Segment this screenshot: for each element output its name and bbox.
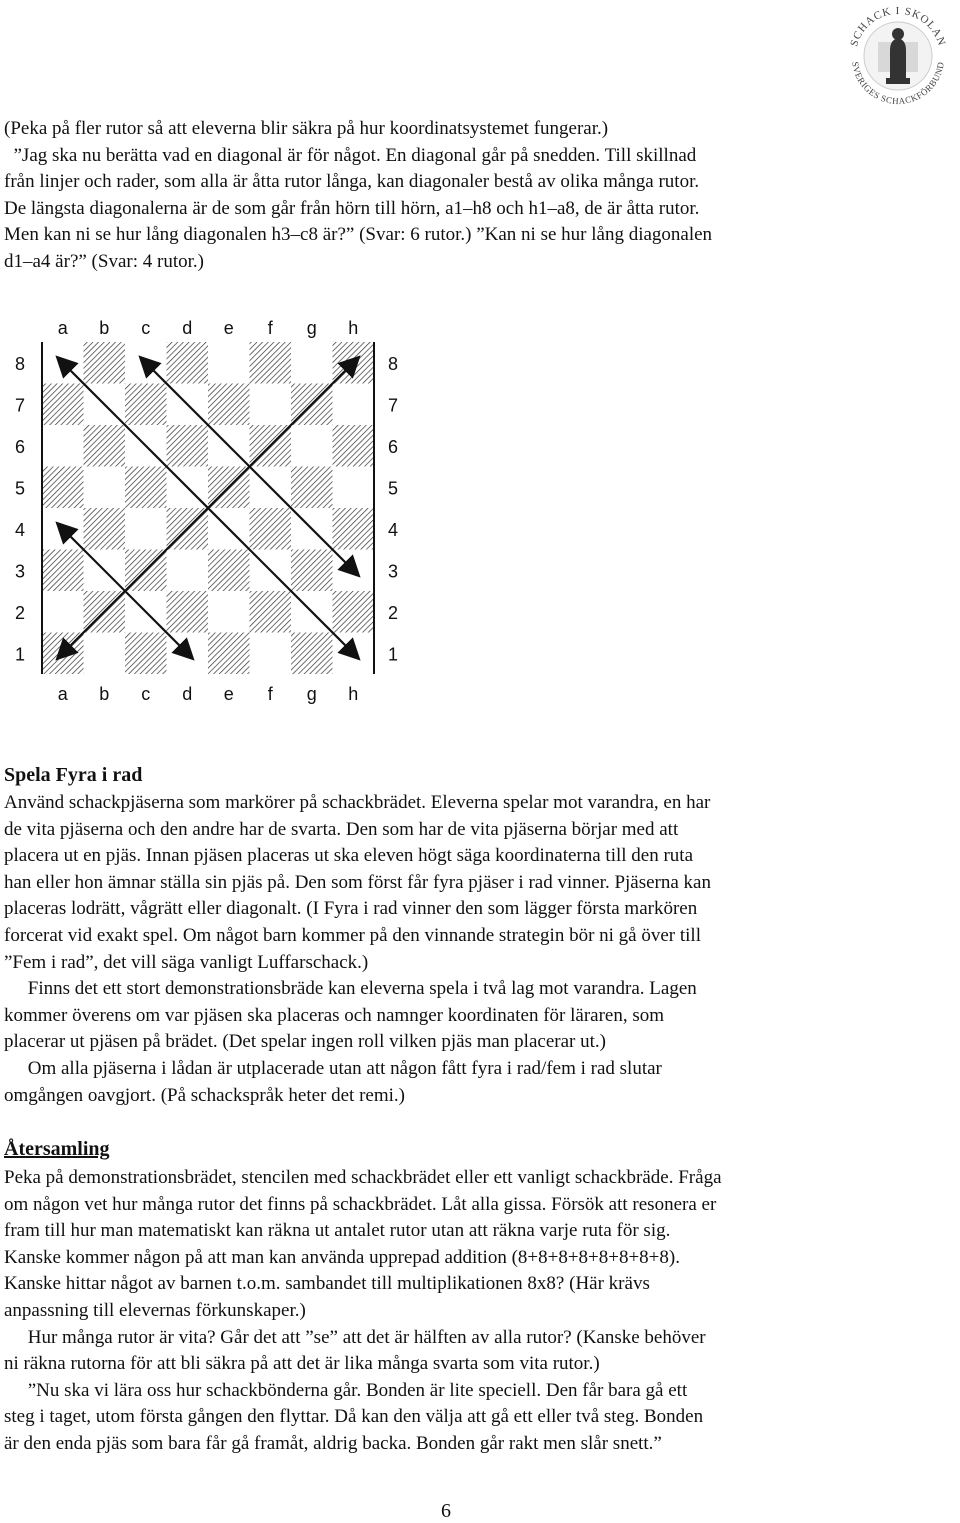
text-line: d1–a4 är?” (Svar: 4 rutor.) [4,250,204,272]
rank-label-right: 5 [388,478,399,499]
square-a6 [42,425,84,467]
square-b5 [84,467,126,509]
square-d6 [167,425,209,467]
square-g3 [291,550,333,592]
text-line: Kanske kommer någon på att man kan använda upprepad addition (8+8+8+8+8+8+8+8). [4,1246,680,1268]
rank-label-left: 8 [15,353,26,374]
file-label-top: f [267,318,273,338]
file-label-top: h [348,318,359,338]
square-g8 [291,342,333,384]
square-b6 [84,425,126,467]
rank-label-left: 1 [15,644,26,665]
section-heading-atersamling: Återsamling [4,1138,110,1160]
rank-label-right: 6 [388,436,399,457]
square-g1 [291,633,333,675]
file-label-bottom: a [57,684,68,704]
text-line: ”Fem i rad”, det vill säga vanligt Luffarschack.) [4,951,369,973]
text-line: han eller hon ämnar ställa sin pjäs på. Den som först får fyra pjäser i rad vinner. Pjäserna kan [4,871,711,893]
page-number: 6 [441,1500,451,1522]
file-label-top: e [223,318,234,338]
square-a7 [42,384,84,426]
square-h5 [333,467,375,509]
text-line: om någon vet hur många rutor det finns på schackbrädet. Låt alla gissa. Försök att resonera er [4,1193,717,1215]
text-line: anpassning till elevernas förkunskaper.) [4,1299,306,1321]
section-heading-fyra-i-rad: Spela Fyra i rad [4,764,143,786]
text-line: Använd schackpjäserna som markörer på schackbrädet. Eleverna spelar mot varandra, en har [4,792,711,813]
square-h7 [333,384,375,426]
file-label-bottom: c [141,684,151,704]
square-a3 [42,550,84,592]
rank-label-left: 3 [15,561,26,582]
text-line: ”Jag ska nu berätta vad en diagonal är för något. En diagonal går på snedden. Till skillnad [4,144,697,166]
square-c4 [125,508,167,550]
text-line: är den enda pjäs som bara får gå framåt, aldrig backa. Bonden går rakt men slår snett.” [4,1432,662,1454]
file-label-top: d [182,318,193,338]
svg-text:SVERIGES SCHACKFÖRBUND: SVERIGES SCHACKFÖRBUND [850,60,946,106]
square-c1 [125,633,167,675]
square-h6 [333,425,375,467]
rank-label-left: 5 [15,478,26,499]
square-e7 [208,384,250,426]
square-d8 [167,342,209,384]
square-f7 [250,384,292,426]
square-g6 [291,425,333,467]
text-line: Finns det ett stort demonstrationsbräde kan eleverna spela i två lag mot varandra. Lagen [4,978,697,1000]
text-line: De längsta diagonalerna är de som går från hörn till hörn, a1–h8 och h1–a8, de är åtta rutor. [4,197,700,219]
text-line: Men kan ni se hur lång diagonalen h3–c8 är?” (Svar: 6 rutor.) ”Kan ni se hur lång diagonalen [4,224,713,246]
text-line: placera ut en pjäs. Innan pjäsen placeras ut ska eleven högt säga koordinaterna till den ruta [4,845,694,867]
square-d3 [167,550,209,592]
square-f1 [250,633,292,675]
file-label-bottom: e [223,684,234,704]
text-line: från linjer och rader, som alla är åtta rutor långa, kan diagonaler bestå av olika många rutor. [4,171,700,193]
rank-label-right: 4 [388,519,399,540]
square-a2 [42,591,84,633]
square-h4 [333,508,375,550]
text-line: Kanske hittar något av barnen t.o.m. sambandet till multiplikationen 8x8? (Här krävs [4,1273,650,1295]
file-label-bottom: f [267,684,273,704]
file-label-top: g [306,318,317,338]
square-c5 [125,467,167,509]
text-line: fram till hur man matematiskt kan räkna ut antalet rutor utan att räkna varje ruta för sig. [4,1220,671,1242]
text-line: forcerat vid exakt spel. Om något barn kommer på den vinnande strategin bör ni gå över till [4,924,701,946]
square-c7 [125,384,167,426]
file-label-top: b [99,318,110,338]
file-label-bottom: b [99,684,110,704]
square-b4 [84,508,126,550]
rank-label-left: 4 [15,519,26,540]
text-line: (Peka på fler rutor så att eleverna blir säkra på hur koordinatsystemet fungerar.) [4,118,609,139]
square-a5 [42,467,84,509]
text-line: de vita pjäserna och den andre har de svarta. Den som har de vita pjäserna börjar med att [4,818,679,840]
text-line: omgången oavgjort. (På schackspråk heter det remi.) [4,1084,405,1106]
fyra-i-rad-paragraph [4,790,944,1109]
text-line: ”Nu ska vi lära oss hur schackbönderna går. Bonden är lite speciell. Den får bara gå ett [4,1379,688,1401]
square-g5 [291,467,333,509]
file-label-bottom: h [348,684,359,704]
rank-label-right: 1 [388,644,399,665]
square-e2 [208,591,250,633]
text-line: Hur många rutor är vita? Går det att ”se” att det är hälften av alla rutor? (Kanske behöver [4,1326,706,1348]
square-b8 [84,342,126,384]
text-line: steg i taget, utom första gången den flyttar. Då kan den välja att gå ett eller två steg. Bonden [4,1406,704,1428]
file-label-bottom: d [182,684,193,704]
rank-label-right: 2 [388,602,399,623]
file-label-top: a [57,318,68,338]
text-line: Peka på demonstrationsbrädet, stencilen med schackbrädet eller ett vanligt schackbräde. Fråga [4,1167,722,1188]
intro-paragraph [4,116,944,276]
square-f8 [250,342,292,384]
file-label-bottom: g [306,684,317,704]
text-line: placeras lodrätt, vågrätt eller diagonalt. (I Fyra i rad vinner den som lägger första markören [4,898,698,920]
rank-label-left: 6 [15,436,26,457]
atersamling-paragraph [4,1165,944,1458]
chessboard-diagonals-diagram [0,310,399,720]
square-d2 [167,591,209,633]
text-line: placerar ut pjäsen på brädet. (Det spelar ingen roll vilken pjäs man placerar ut.) [4,1031,606,1053]
square-e3 [208,550,250,592]
square-e8 [208,342,250,384]
square-e1 [208,633,250,675]
schack-i-skolan-logo [842,0,954,106]
text-line: Om alla pjäserna i lådan är utplacerade utan att någon fått fyra i rad/fem i rad slutar [4,1057,662,1079]
text-line: kommer överens om var pjäsen ska placeras och namnger koordinaten för läraren, som [4,1004,665,1026]
square-b1 [84,633,126,675]
file-label-top: c [141,318,151,338]
svg-text:SCHACK I SKOLAN: SCHACK I SKOLAN [848,5,948,48]
square-h2 [333,591,375,633]
rank-label-right: 8 [388,353,399,374]
square-f4 [250,508,292,550]
rank-label-right: 3 [388,561,399,582]
text-line: ni räkna rutorna för att bli säkra på att det är lika många svarta som vita rutor.) [4,1353,600,1375]
rank-label-left: 2 [15,602,26,623]
square-f2 [250,591,292,633]
rank-label-left: 7 [15,395,26,416]
rank-label-right: 7 [388,395,399,416]
